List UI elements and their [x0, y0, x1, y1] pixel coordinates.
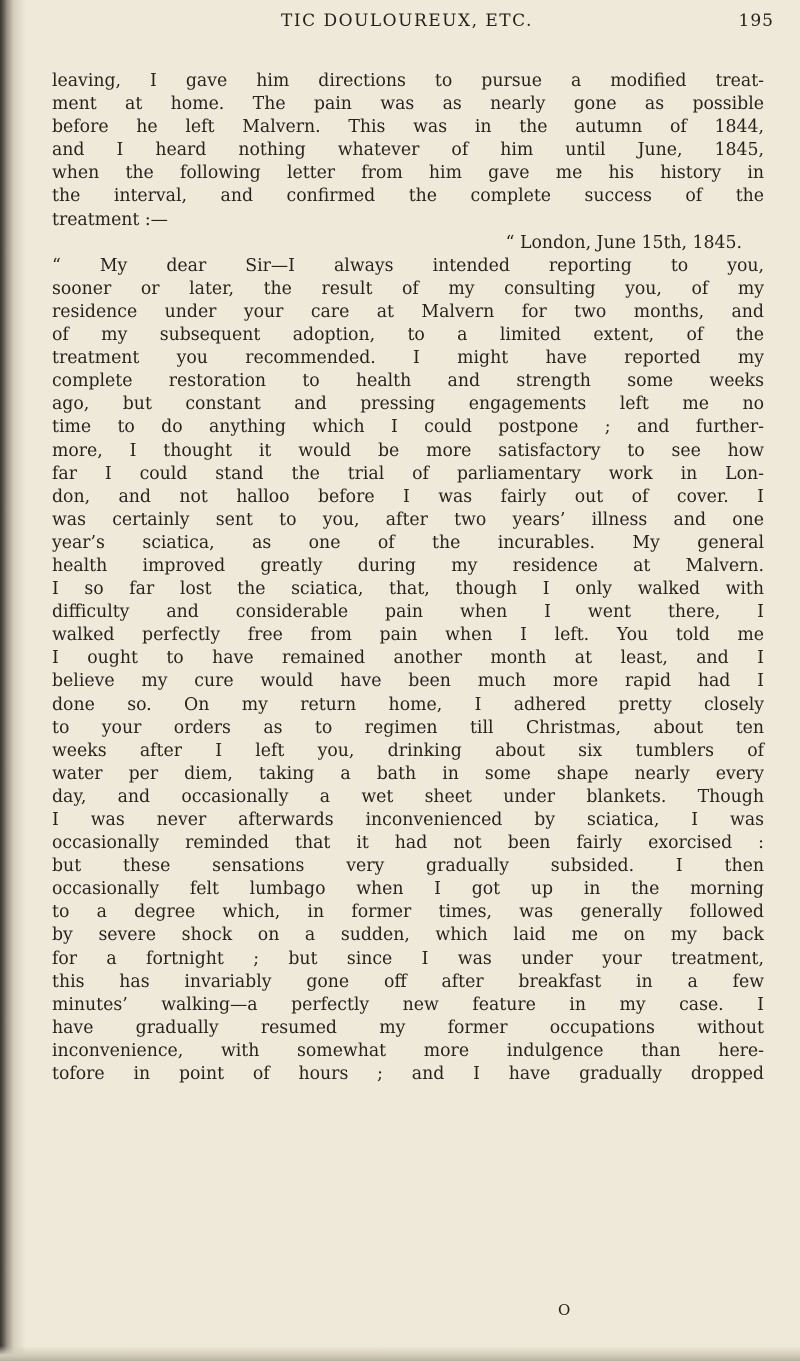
- text-line: residence under your care at Malvern for two months, and: [52, 301, 764, 322]
- text-line: ago, but constant and pressing engagements left me no: [52, 394, 764, 415]
- text-line: occasionally reminded that it had not been fairly exorcised :: [52, 833, 764, 854]
- running-head: TIC DOULOUREUX, ETC.: [281, 11, 533, 31]
- text-line: water per diem, taking a bath in some shape nearly every: [52, 763, 764, 784]
- text-line: was certainly sent to you, after two years’ illness and one: [52, 509, 764, 530]
- text-line: day, and occasionally a wet sheet under blankets. Though: [52, 786, 764, 807]
- text-line: I ought to have remained another month at least, and I: [52, 648, 764, 669]
- text-line: when the following letter from him gave me his history in: [52, 163, 764, 184]
- text-line: complete restoration to health and strength some weeks: [52, 371, 764, 392]
- text-line: difficulty and considerable pain when I went there, I: [52, 602, 764, 623]
- text-line: for a fortnight ; but since I was under your treatment,: [52, 948, 764, 969]
- text-line: this has invariably gone off after breakfast in a few: [52, 971, 764, 992]
- page-number: 195: [738, 11, 774, 31]
- text-line: year’s sciatica, as one of the incurables. My general: [52, 532, 764, 553]
- text-line: ment at home. The pain was as nearly gone as possible: [52, 94, 764, 115]
- text-line: time to do anything which I could postpone ; and further-: [52, 417, 764, 438]
- text-line: before he left Malvern. This was in the autumn of 1844,: [52, 117, 764, 138]
- text-line: “ London, June 15th, 1845.: [505, 232, 742, 253]
- text-line: don, and not halloo before I was fairly out of cover. I: [52, 486, 764, 507]
- text-line: treatment you recommended. I might have reported my: [52, 348, 764, 369]
- page-header: [40, 11, 774, 41]
- text-line: “ My dear Sir—I always intended reporting to you,: [52, 255, 764, 276]
- text-line: inconvenience, with somewhat more indulgence than here-: [52, 1040, 764, 1061]
- text-line: minutes’ walking—a perfectly new feature in my case. I: [52, 994, 764, 1015]
- gutter-shadow: [0, 0, 26, 1361]
- text-line: believe my cure would have been much more rapid had I: [52, 671, 764, 692]
- text-line: have gradually resumed my former occupations without: [52, 1017, 764, 1038]
- text-line: but these sensations very gradually subsided. I then: [52, 856, 764, 877]
- text-line: I so far lost the sciatica, that, though I only walked with: [52, 579, 764, 600]
- text-line: and I heard nothing whatever of him until June, 1845,: [52, 140, 764, 161]
- text-line: occasionally felt lumbago when I got up in the morning: [52, 879, 764, 900]
- text-line: treatment :—: [52, 209, 168, 230]
- text-line: of my subsequent adoption, to a limited extent, of the: [52, 325, 764, 346]
- text-line: to your orders as to regimen till Christmas, about ten: [52, 717, 764, 738]
- text-line: the interval, and confirmed the complete success of the: [52, 186, 764, 207]
- text-line: weeks after I left you, drinking about six tumblers of: [52, 740, 764, 761]
- text-line: health improved greatly during my residence at Malvern.: [52, 555, 764, 576]
- body-text: [52, 70, 764, 1086]
- text-line: walked perfectly free from pain when I left. You told me: [52, 625, 764, 646]
- text-line: leaving, I gave him directions to pursue a modified treat-: [52, 71, 764, 91]
- signature-mark: O: [558, 1301, 571, 1319]
- text-line: by severe shock on a sudden, which laid me on my back: [52, 925, 764, 946]
- page-bottom-edge: [0, 1346, 800, 1361]
- text-line: done so. On my return home, I adhered pretty closely: [52, 694, 764, 715]
- text-line: to a degree which, in former times, was generally followed: [52, 902, 764, 923]
- text-line: sooner or later, the result of my consulting you, of my: [52, 278, 764, 299]
- text-line: far I could stand the trial of parliamentary work in Lon-: [52, 463, 764, 484]
- text-line: tofore in point of hours ; and I have gradually dropped: [52, 1064, 764, 1085]
- text-line: I was never afterwards inconvenienced by sciatica, I was: [52, 810, 764, 830]
- text-line: more, I thought it would be more satisfactory to see how: [52, 440, 764, 461]
